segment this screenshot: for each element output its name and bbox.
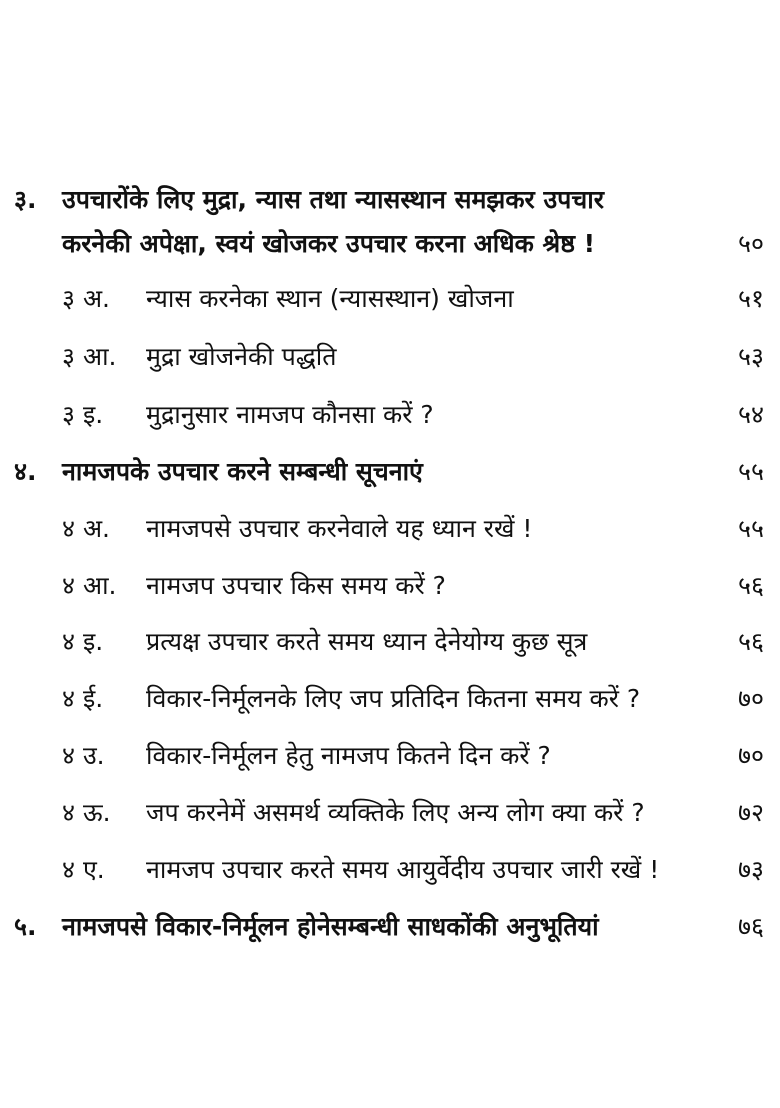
toc-subsection-row — [0, 850, 780, 890]
toc-subsection-title: नामजप उपचार करते समय आयुर्वेदीय उपचार जारी रखें ! — [146, 855, 660, 884]
toc-subsection-title: प्रत्यक्ष उपचार करते समय ध्यान देनेयोग्य कुछ सूत्र — [146, 627, 588, 656]
toc-page-number: ५१ — [737, 284, 764, 313]
toc-section-number: ४. — [14, 457, 37, 486]
toc-section-number: ५. — [14, 912, 37, 941]
toc-page-number: ७२ — [737, 798, 764, 827]
toc-subsection-row — [0, 622, 780, 662]
toc-page-number: ५५ — [737, 457, 764, 486]
toc-subsection-row — [0, 395, 780, 435]
toc-subsection-number: ४ आ. — [62, 571, 117, 600]
toc-section-3-line2 — [0, 224, 780, 264]
toc-page-number: ५० — [737, 229, 764, 258]
toc-subsection-row — [0, 793, 780, 833]
toc-page-number: ५६ — [737, 627, 764, 656]
toc-section-title: उपचारोंके लिए मुद्रा, न्यास तथा न्यासस्थान समझकर उपचार — [62, 185, 604, 214]
toc-subsection-number: ४ उ. — [62, 741, 105, 770]
toc-subsection-title: न्यास करनेका स्थान (न्यासस्थान) खोजना — [146, 284, 514, 313]
toc-subsection-number: ४ ए. — [62, 855, 105, 884]
toc-subsection-title: मुद्रानुसार नामजप कौनसा करें ? — [146, 400, 434, 429]
toc-subsection-number: ३ अ. — [62, 284, 110, 313]
toc-subsection-title: मुद्रा खोजनेकी पद्धति — [146, 342, 337, 371]
toc-page-number: ७३ — [737, 855, 764, 884]
toc-section-title-continued: करनेकी अपेक्षा, स्वयं खोजकर उपचार करना अधिक श्रेष्ठ ! — [62, 229, 596, 258]
toc-subsection-number: ४ ऊ. — [62, 798, 111, 827]
toc-subsection-row — [0, 679, 780, 719]
toc-page-number: ५३ — [737, 342, 764, 371]
toc-page-number: ७० — [737, 684, 764, 713]
toc-subsection-row — [0, 736, 780, 776]
toc-subsection-title: नामजपसे उपचार करनेवाले यह ध्यान रखें ! — [146, 514, 533, 543]
toc-page-number: ५५ — [737, 514, 764, 543]
toc-section-title: नामजपसे विकार-निर्मूलन होनेसम्बन्धी साधकोंकी अनुभूतियां — [62, 912, 599, 941]
toc-subsection-title: विकार-निर्मूलनके लिए जप प्रतिदिन कितना समय करें ? — [146, 684, 641, 713]
toc-subsection-row — [0, 566, 780, 606]
toc-subsection-title: नामजप उपचार किस समय करें ? — [146, 571, 446, 600]
toc-subsection-number: ४ इ. — [62, 627, 104, 656]
toc-section-3-line1 — [0, 180, 780, 220]
toc-subsection-title: जप करनेमें असमर्थ व्यक्तिके लिए अन्य लोग क्या करें ? — [146, 798, 645, 827]
toc-subsection-number: ४ ई. — [62, 684, 104, 713]
toc-subsection-row — [0, 337, 780, 377]
toc-page-number: ७६ — [737, 912, 764, 941]
toc-subsection-row — [0, 509, 780, 549]
toc-section-4 — [0, 452, 780, 492]
toc-page-number: ५४ — [737, 400, 764, 429]
toc-section-title: नामजपके उपचार करने सम्बन्धी सूचनाएं — [62, 457, 423, 486]
toc-subsection-number: ३ आ. — [62, 342, 117, 371]
toc-section-5 — [0, 907, 780, 947]
toc-subsection-number: ४ अ. — [62, 514, 110, 543]
toc-page-number: ७० — [737, 741, 764, 770]
toc-subsection-number: ३ इ. — [62, 400, 104, 429]
toc-page-number: ५६ — [737, 571, 764, 600]
toc-section-number: ३. — [14, 185, 37, 214]
toc-subsection-title: विकार-निर्मूलन हेतु नामजप कितने दिन करें ? — [146, 741, 551, 770]
toc-subsection-row — [0, 279, 780, 319]
